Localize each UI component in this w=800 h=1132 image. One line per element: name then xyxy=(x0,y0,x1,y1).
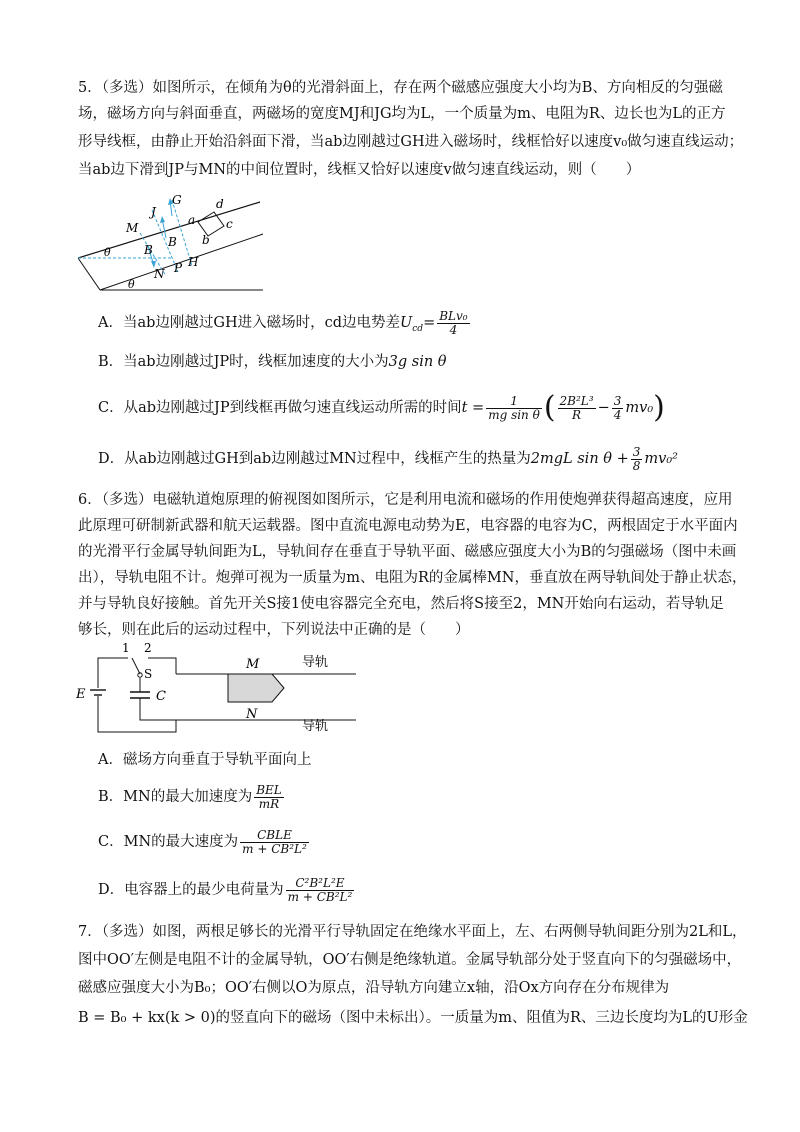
q6-line-1: 6．（多选）电磁轨道炮原理的俯视图如图所示，它是利用电流和磁场的作用使炮弹获得超高速度，应用 xyxy=(78,492,733,508)
q7-line-2: 图中OO′左侧是电阻不计的金属导轨，OO′右侧是绝缘轨道。金属导轨部分处于竖直向下的匀强磁场中， xyxy=(78,952,742,968)
emf-label-E: E xyxy=(76,687,86,702)
bar-label-M: M xyxy=(246,657,260,672)
bar-label-N: N xyxy=(246,707,258,722)
switch-label-S: S xyxy=(144,667,153,681)
label-B-left: B xyxy=(144,243,153,257)
switch-label-2: 2 xyxy=(144,641,152,655)
label-H: H xyxy=(188,255,199,269)
label-theta-bottom: θ xyxy=(128,278,135,291)
label-J: J xyxy=(151,205,156,219)
label-d: d xyxy=(216,197,224,211)
q5-option-d: D．从ab边刚越过GH到ab边刚越过MN过程中，线框产生的热量为2mgL sin θ + $\frac{3}{8}$ mv₀² xyxy=(98,444,678,473)
capacitor-label-C: C xyxy=(156,689,166,704)
q7-line-4: B = B₀ + kx(k > 0)的竖直向下的磁场（图中未标出）。一质量为m、阻值为R、三边长度均为L的U形金 xyxy=(78,1010,748,1026)
label-c: c xyxy=(226,217,233,231)
q5-line-2: 场，磁场方向与斜面垂直，两磁场的宽度MJ和JG均为L，一个质量为m、电阻为R、边长也为L的正方 xyxy=(78,106,726,122)
label-G: G xyxy=(172,193,182,207)
q6-line-6: 够长，则在此后的运动过程中，下列说法中正确的是（ ） xyxy=(78,622,470,638)
label-M: M xyxy=(126,221,139,235)
q6-line-5: 并与导轨良好接触。首先开关S接1使电容器完全充电，然后将S接至2，MN开始向右运动，若导轨足 xyxy=(78,596,724,612)
rail-label-top: 导轨 xyxy=(302,655,329,670)
label-P: P xyxy=(174,261,183,275)
q6-line-4: 出），导轨电阻不计。炮弹可视为一质量为m、电阻为R的金属棒MN，垂直放在两导轨间处于静止状态， xyxy=(78,570,747,586)
label-b: b xyxy=(202,233,210,247)
q6-line-3: 的光滑平行金属导轨间距为L，导轨间存在垂直于导轨平面、磁感应强度大小为B的匀强磁场（图中未画 xyxy=(78,544,737,560)
q5-line-3: 形导线框，由静止开始沿斜面下滑，当ab边刚越过GH进入磁场时，线框恰好以速度v₀做匀速直线运动； xyxy=(78,134,744,150)
q6-option-a: A．磁场方向垂直于导轨平面向上 xyxy=(98,752,312,768)
q6-option-d: D．电容器上的最少电荷量为 $\frac{\text{C²B²L²E}}{\text{m + CB²L²}}$ xyxy=(98,875,353,904)
q7-line-3: 磁感应强度大小为B₀；OO′右侧以O为原点，沿导轨方向建立x轴，沿Ox方向存在分布规律为 xyxy=(78,980,670,996)
rail-label-bottom: 导轨 xyxy=(302,719,329,734)
q7-line-1: 7．（多选）如图，两根足够长的光滑平行导轨固定在绝缘水平面上，左、右两侧导轨间距分别为2L和L， xyxy=(78,924,747,940)
q6-option-b: B．MN的最大加速度为 $\frac{\text{BEL}}{mR}$ xyxy=(98,782,282,811)
q5-incline-figure xyxy=(78,188,268,300)
q5-option-c: C．从ab边刚越过JP到线框再做匀速直线运动所需的时间t = $\frac{1}{\text{mg sin θ}}$ ( $\frac{\text{2B²L³}}{R}$ − $\frac{3}{4}$ mv₀) xyxy=(98,390,665,425)
q5-option-b: B．当ab边刚越过JP时，线框加速度的大小为3g sin θ xyxy=(98,354,447,370)
q5-option-a: A．当ab边刚越过GH进入磁场时，cd边电势差$U_{cd}=$ $\frac{\text{BLv₀}}{4}$ xyxy=(98,308,468,337)
label-B-right: B xyxy=(168,235,177,249)
switch-label-1: 1 xyxy=(122,641,130,655)
q5-line-1: 5．（多选）如图所示，在倾角为θ的光滑斜面上，存在两个磁感应强度大小均为B、方向相反的匀强磁 xyxy=(78,80,723,96)
q5-line-4: 当ab边下滑到JP与MN的中间位置时，线框又恰好以速度v做匀速直线运动，则（ ） xyxy=(78,162,641,178)
label-theta-top: θ xyxy=(104,246,111,259)
label-N: N xyxy=(154,267,165,281)
q6-line-2: 此原理可研制新武器和航天运载器。图中直流电源电动势为E，电容器的电容为C，两根固定于水平面内 xyxy=(78,518,738,534)
q6-railgun-figure xyxy=(76,640,366,744)
label-a: a xyxy=(188,213,196,227)
q6-option-c: C．MN的最大速度为 $\frac{\text{CBLE}}{\text{m + CB²L²}}$ xyxy=(98,827,307,856)
